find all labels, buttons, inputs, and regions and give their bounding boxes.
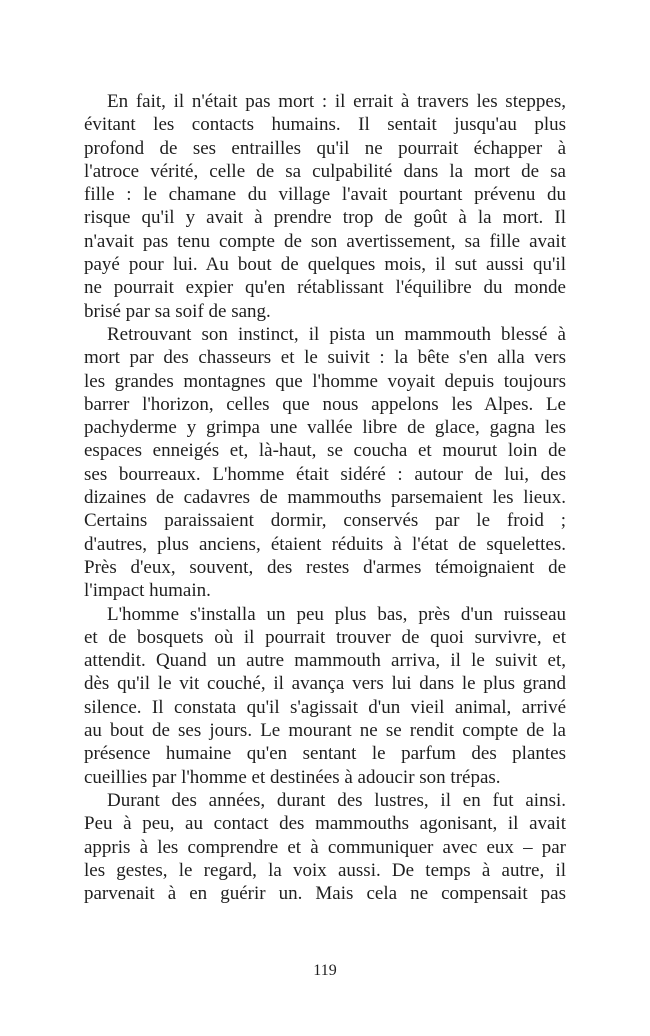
text-line: dizaines de cadavres de mammouths parsemaient les lieux.	[84, 487, 566, 509]
body-text	[84, 90, 566, 905]
text-line: Durant des années, durant des lustres, il en fut ainsi.	[107, 789, 566, 811]
text-line: d'autres, plus anciens, étaient réduits à l'état de squelettes.	[84, 533, 566, 555]
text-line: ne pourrait expier qu'en rétablissant l'équilibre du monde	[84, 277, 566, 299]
page-number: 119	[313, 962, 337, 979]
text-line: cueillies par l'homme et destinées à adoucir son trépas.	[84, 766, 501, 788]
text-line: brisé par sa soif de sang.	[84, 300, 271, 322]
text-line: n'avait pas tenu compte de son avertissement, sa fille avait	[84, 230, 566, 252]
text-line: L'homme s'installa un peu plus bas, près d'un ruisseau	[107, 603, 566, 625]
text-line: Certains paraissaient dormir, conservés par le froid ;	[84, 510, 566, 532]
text-line: parvenait à en guérir un. Mais cela ne compensait pas	[84, 883, 566, 905]
text-line: et de bosquets où il pourrait trouver de quoi survivre, et	[84, 626, 566, 648]
text-line: Peu à peu, au contact des mammouths agonisant, il avait	[84, 813, 566, 835]
text-line: fille : le chamane du village l'avait pourtant prévenu du	[84, 184, 566, 206]
text-line: attendit. Quand un autre mammouth arriva, il le suivit et,	[84, 650, 566, 672]
text-line: mort par des chasseurs et le suivit : la bête s'en alla vers	[84, 347, 566, 369]
text-line: espaces enneigés et, là-haut, se coucha et mourut loin de	[84, 440, 566, 462]
text-line: En fait, il n'était pas mort : il errait à travers les steppes,	[107, 91, 566, 112]
text-line: évitant les contacts humains. Il sentait jusqu'au plus	[84, 114, 566, 136]
text-line: silence. Il constata qu'il s'agissait d'un vieil animal, arrivé	[84, 696, 566, 718]
text-line: les grandes montagnes que l'homme voyait depuis toujours	[84, 370, 566, 392]
text-line: l'atroce vérité, celle de sa culpabilité dans la mort de sa	[84, 160, 566, 182]
text-line: appris à les comprendre et à communiquer avec eux – par	[84, 836, 566, 858]
text-line: risque qu'il y avait à prendre trop de goût à la mort. Il	[84, 207, 566, 229]
text-line: les gestes, le regard, la voix aussi. De temps à autre, il	[84, 859, 566, 881]
text-line: l'impact humain.	[84, 580, 211, 602]
text-line: dès qu'il le vit couché, il avança vers lui dans le plus grand	[84, 673, 566, 695]
text-line: profond de ses entrailles qu'il ne pourrait échapper à	[84, 137, 566, 159]
text-line: au bout de ses jours. Le mourant ne se rendit compte de la	[84, 720, 566, 742]
text-line: ses bourreaux. L'homme était sidéré : autour de lui, des	[84, 463, 566, 485]
text-line: barrer l'horizon, celles que nous appelons les Alpes. Le	[84, 393, 566, 415]
text-line: présence humaine qu'en sentant le parfum des plantes	[84, 743, 566, 765]
text-line: pachyderme y grimpa une vallée libre de glace, gagna les	[84, 417, 566, 439]
text-line: Près d'eux, souvent, des restes d'armes témoignaient de	[84, 556, 566, 578]
text-line: Retrouvant son instinct, il pista un mammouth blessé à	[107, 323, 566, 345]
text-line: payé pour lui. Au bout de quelques mois, il sut aussi qu'il	[84, 254, 566, 276]
